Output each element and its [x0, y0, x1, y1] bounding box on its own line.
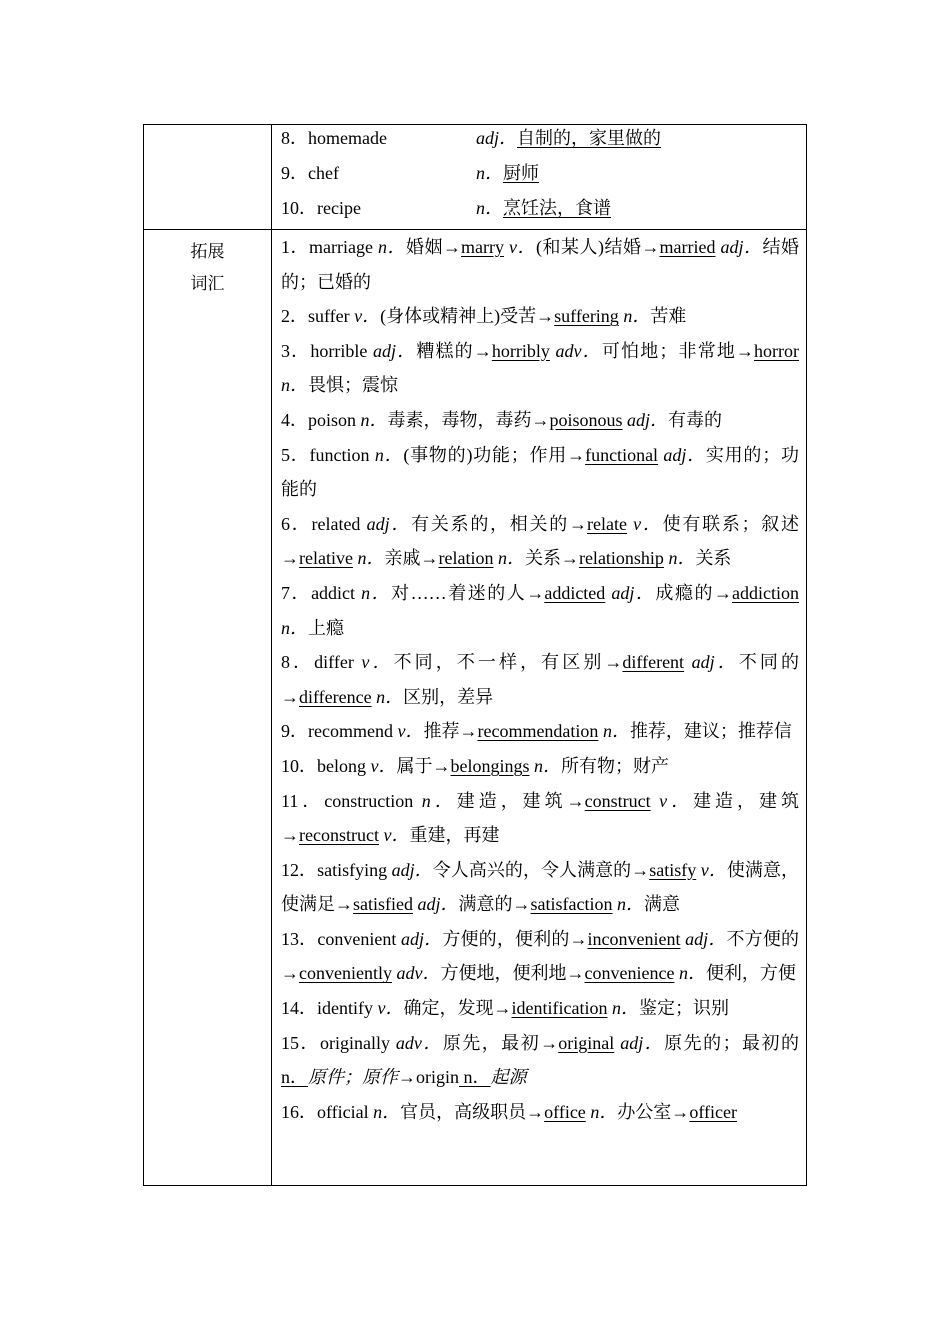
part-of-speech: adj． [622, 409, 669, 430]
meaning: (和某人)结婚→ [536, 237, 660, 257]
column-divider [271, 230, 272, 1185]
item-number: 4． [281, 409, 308, 430]
derived-word: different [622, 652, 685, 673]
meaning: 糟糕的→ [416, 340, 492, 361]
extended-vocab-item [281, 645, 799, 714]
meaning: 方便地，便利地→ [440, 963, 585, 984]
extended-vocab-row [144, 230, 806, 1185]
headword: related [311, 513, 367, 534]
item-number: 3． [281, 340, 311, 361]
meaning: 建造，建筑→ [456, 790, 585, 811]
headword: poison [308, 409, 361, 430]
meaning: 所有物；财产 [561, 755, 669, 776]
meaning: 有毒的 [668, 409, 723, 430]
meaning: 原先的；最初的 [664, 1032, 799, 1053]
basic-vocab-item [281, 195, 611, 229]
part-of-speech: v． [378, 825, 410, 846]
meaning: 使有联系；叙述→ [281, 513, 800, 569]
part-of-speech: v． [354, 306, 381, 327]
part-of-speech: adj． [680, 928, 727, 949]
derived-word: addiction [732, 582, 799, 603]
headword: suffer [308, 306, 355, 327]
vocab-word: chef [308, 163, 339, 183]
meaning: 畏惧；震惊 [308, 375, 398, 396]
derived-word: recommendation [477, 721, 599, 742]
part-of-speech: v． [370, 755, 397, 776]
meaning: 原先，最初→ [442, 1032, 559, 1053]
meaning: 可怕地；非常地→ [601, 340, 755, 361]
extended-vocab-item [281, 749, 799, 784]
derived-word: n． [281, 1067, 308, 1088]
item-number: 14． [281, 998, 317, 1019]
derived-word: officer [689, 1101, 737, 1122]
part-of-speech: n． [618, 306, 651, 327]
meaning: (身体或精神上)受苦→ [380, 306, 555, 327]
meaning: 满意的→ [458, 894, 531, 915]
part-of-speech: adv． [391, 963, 441, 984]
headword: marriage [309, 237, 378, 257]
part-of-speech: v． [504, 237, 536, 257]
item-number: 8． [281, 652, 315, 673]
part-of-speech: adj． [373, 340, 417, 361]
item-number: 9． [281, 163, 308, 183]
derived-word: functional [585, 444, 659, 465]
derived-word: reconstruct [299, 825, 379, 846]
meaning: 便利，方便 [705, 963, 796, 984]
part-of-speech: n． [598, 721, 630, 742]
extended-vocab-label [144, 236, 271, 300]
headword: satisfying [317, 859, 392, 880]
derived-word: original [558, 1032, 615, 1053]
extended-vocab-item [281, 438, 799, 507]
basic-vocab-row [144, 125, 806, 230]
item-number: 16． [281, 1101, 317, 1122]
extended-vocab-item [281, 507, 799, 576]
meaning: 办公室→ [617, 1101, 690, 1122]
part-of-speech: n． [361, 582, 392, 603]
headword: function [309, 444, 375, 465]
extended-vocab-item [281, 334, 799, 403]
item-number: 12． [281, 859, 318, 880]
derived-word: relate [586, 513, 627, 534]
item-number: 15． [281, 1032, 320, 1053]
part-of-speech: adv． [395, 1032, 443, 1053]
derived-word: satisfy [649, 859, 697, 880]
meaning: 成瘾的→ [655, 582, 733, 603]
part-of-speech: 原件；原作→ [308, 1067, 416, 1088]
basic-vocab-item [281, 160, 539, 194]
meaning: 婚姻→ [406, 237, 462, 257]
vocab-meaning: 烹饪法，食谱 [503, 198, 611, 218]
item-number: 10． [281, 755, 317, 776]
meaning: 令人高兴的，令人满意的→ [432, 859, 650, 880]
part-of-speech: v． [696, 859, 727, 880]
extended-vocab-item [281, 230, 799, 299]
meaning: 毒素，毒物，毒药→ [387, 409, 550, 430]
meaning: 上瘾 [308, 617, 344, 638]
derived-word: relationship [578, 548, 664, 569]
column-divider [271, 125, 272, 229]
meaning: 苦难 [650, 306, 687, 327]
part-of-speech: adj． [715, 237, 763, 257]
part-of-speech: n． [529, 755, 561, 776]
derived-word: difference [299, 686, 372, 707]
derived-word: convenience [584, 963, 675, 984]
derived-word: identification [511, 998, 608, 1019]
part-of-speech: adj． [614, 1032, 665, 1053]
meaning: 有关系的，相关的→ [411, 513, 587, 534]
meaning: 对……着迷的人→ [391, 582, 545, 603]
meaning: 关系 [695, 548, 732, 569]
part-of-speech: v． [361, 652, 394, 673]
derived-word: satisfaction [530, 894, 613, 915]
item-number: 2． [281, 306, 308, 327]
meaning: 推荐，建议；推荐信 [629, 721, 792, 742]
extended-vocab-item [281, 784, 799, 853]
vocab-word: homemade [308, 128, 387, 148]
part-of-speech: n． [476, 163, 503, 183]
item-number: 5． [281, 444, 310, 465]
part-of-speech: v． [626, 513, 663, 534]
meaning: 亲戚→ [384, 548, 439, 569]
meaning: 重建，再建 [409, 825, 500, 846]
derived-word: poisonous [549, 409, 623, 430]
part-of-speech: adj． [413, 894, 459, 915]
vocab-word: recipe [317, 198, 361, 218]
derived-word: marry [461, 237, 504, 257]
meaning: 使满意，使满足→ [281, 859, 799, 915]
part-of-speech: n． [663, 548, 696, 569]
meaning: 满意 [644, 894, 680, 915]
meaning: 关系→ [524, 548, 579, 569]
meaning: (事物的)功能；作用→ [403, 444, 586, 465]
headword: horrible [310, 340, 373, 361]
extended-vocab-list [281, 230, 799, 1129]
headword: originally [319, 1032, 396, 1053]
headword: construction [324, 790, 422, 811]
headword: identify [317, 998, 378, 1019]
part-of-speech: n． [352, 548, 385, 569]
meaning: 区别，差异 [403, 686, 494, 707]
item-number: 13． [281, 928, 318, 949]
meaning: 确定，发现→ [403, 998, 512, 1019]
headword: belong [317, 755, 371, 776]
extended-vocab-item [281, 853, 799, 922]
label-line-2: 词汇 [190, 274, 225, 294]
meaning: 建造，建筑→ [281, 790, 800, 846]
item-number: 1． [281, 237, 310, 257]
part-of-speech: n． [373, 1101, 401, 1122]
part-of-speech: 起源 [490, 1067, 527, 1088]
extended-vocab-item [281, 1095, 799, 1130]
headword: official [317, 1101, 374, 1122]
meaning: 推荐→ [423, 721, 478, 742]
part-of-speech: n． [360, 409, 388, 430]
part-of-speech: n． [607, 998, 639, 1019]
meaning: 不同的→ [281, 652, 799, 707]
meaning: 方便的，便利的→ [442, 928, 588, 949]
item-number: 9． [281, 721, 308, 742]
derived-word: construct [584, 790, 651, 811]
extended-vocab-item [281, 576, 799, 645]
basic-vocab-item [281, 125, 661, 159]
part-of-speech: n． [421, 790, 457, 811]
part-of-speech: v． [397, 721, 424, 742]
derived-word: suffering [554, 306, 619, 327]
extended-vocab-item [281, 403, 799, 438]
headword: differ [314, 652, 362, 673]
item-number: 8． [281, 128, 308, 148]
item-number: 11． [281, 790, 325, 811]
derived-word: belongings [450, 755, 530, 776]
part-of-speech: adj． [605, 582, 656, 603]
part-of-speech: n． [377, 237, 406, 257]
item-number: 10． [281, 198, 317, 218]
meaning: origin [416, 1067, 459, 1088]
part-of-speech: adj． [658, 444, 706, 465]
part-of-speech: adj． [366, 513, 412, 534]
extended-vocab-item [281, 1026, 799, 1095]
derived-word: conveniently [299, 963, 392, 984]
derived-word: horribly [491, 340, 550, 361]
meaning: 实用的；功能的 [281, 444, 799, 500]
meaning: 不同，不一样，有区别→ [393, 652, 623, 673]
part-of-speech: n． [674, 963, 706, 984]
vocab-meaning: 厨师 [503, 163, 539, 183]
part-of-speech: n． [585, 1101, 618, 1122]
part-of-speech: adj． [391, 859, 433, 880]
part-of-speech: adj． [684, 652, 739, 673]
derived-word: satisfied [353, 894, 413, 915]
part-of-speech: n． [281, 375, 308, 396]
label-line-1: 拓展 [190, 242, 225, 262]
meaning: 官员，高级职员→ [400, 1101, 545, 1122]
part-of-speech: n． [493, 548, 525, 569]
headword: convenient [317, 928, 401, 949]
part-of-speech: n． [281, 617, 308, 638]
part-of-speech: n． [371, 686, 404, 707]
derived-word: relation [438, 548, 494, 569]
vocab-meaning: 自制的，家里做的 [517, 128, 662, 148]
part-of-speech: n． [612, 894, 644, 915]
derived-word: inconvenient [587, 928, 681, 949]
extended-vocab-item [281, 299, 799, 334]
item-number: 7． [281, 582, 312, 603]
part-of-speech: n． [476, 198, 503, 218]
part-of-speech: v． [650, 790, 694, 811]
derived-word: relative [299, 548, 353, 569]
part-of-speech: adj． [476, 128, 518, 148]
vocab-table [143, 124, 807, 1186]
derived-word: addicted [544, 582, 606, 603]
part-of-speech: v． [377, 998, 404, 1019]
extended-vocab-item [281, 922, 799, 991]
headword: recommend [308, 721, 398, 742]
part-of-speech: n． [374, 444, 404, 465]
headword: addict [311, 582, 362, 603]
meaning: 不方便的→ [281, 928, 799, 984]
derived-word: married [659, 237, 716, 257]
meaning: 鉴定；识别 [638, 998, 729, 1019]
derived-word: n． [459, 1067, 491, 1088]
derived-word: horror [754, 340, 800, 361]
part-of-speech: adj． [400, 928, 443, 949]
meaning: 结婚的；已婚的 [281, 237, 800, 292]
part-of-speech: adv． [549, 340, 602, 361]
extended-vocab-item [281, 991, 799, 1026]
extended-vocab-item [281, 714, 799, 749]
item-number: 6． [281, 513, 312, 534]
derived-word: office [544, 1101, 586, 1122]
meaning: 属于→ [396, 755, 451, 776]
